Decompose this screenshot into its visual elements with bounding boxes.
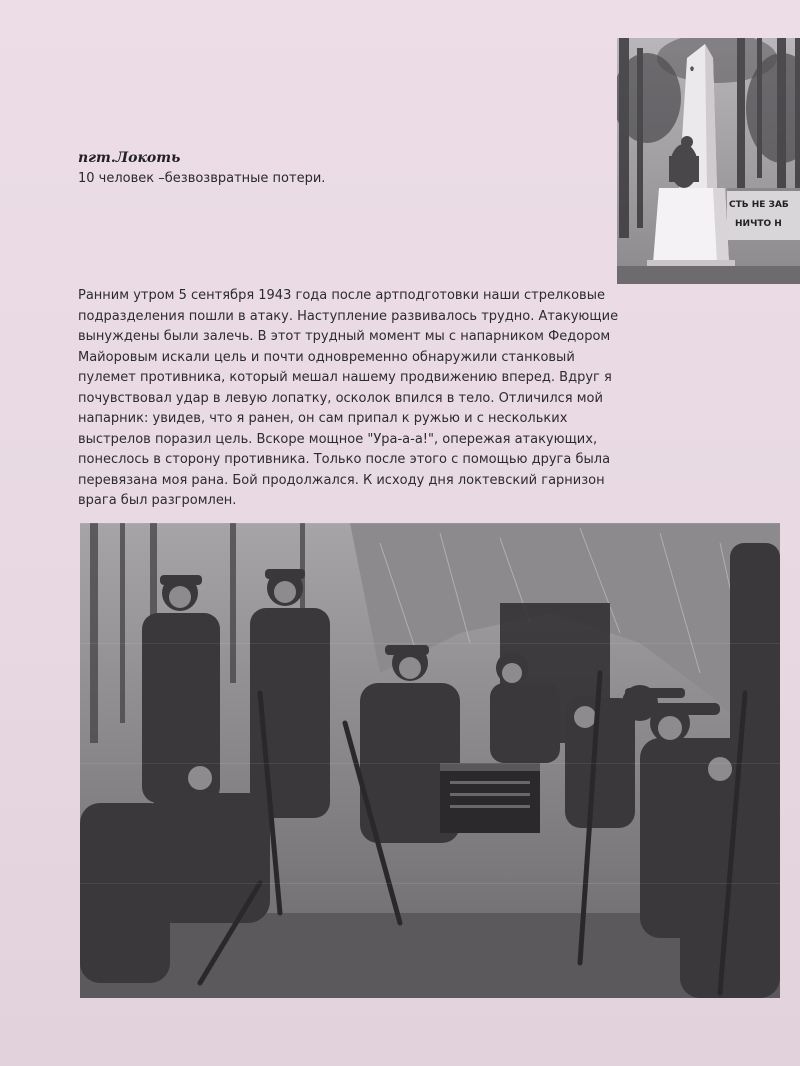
story-line: Майоровым искали цель и почти одновременно обнаружили станковый — [78, 349, 575, 365]
story-line: выстрелов поразил цель. Вскоре мощное "Ура-а-а!", опережая атакующих, — [78, 431, 598, 447]
story-line: понеслось в сторону противника. Только после этого с помощью друга была — [78, 452, 611, 467]
story-line: напарник: увидев, что я ранен, он сам припал к ружью и с нескольких — [78, 411, 568, 426]
memorial-inscription-line1: СТЬ НЕ ЗАБ — [729, 200, 789, 210]
story-line: пулемет противника, который мешал нашему продвижению вперед. Вдруг я — [78, 370, 612, 385]
partisans-group-photo — [80, 523, 780, 998]
location-title: пгт.Локоть — [78, 150, 181, 166]
story-paragraph — [78, 286, 618, 512]
story-line: Ранним утром 5 сентября 1943 года после артподготовки наши стрелковые — [78, 288, 605, 303]
story-line: перевязана моя рана. Бой продолжался. К исходу дня локтевский гарнизон — [78, 472, 605, 488]
losses-text: 10 человек –безвозвратные потери. — [78, 171, 326, 186]
memorial-photo — [617, 38, 800, 284]
memorial-inscription-line2: НИЧТО Н — [735, 219, 782, 229]
story-line: вынуждены были залечь. В этот трудный момент мы с напарником Федором — [78, 329, 611, 344]
story-line: подразделения пошли в атаку. Наступление развивалось трудно. Атакующие — [78, 308, 619, 324]
story-line: врага был разгромлен. — [78, 493, 237, 508]
story-line: почувствовал удар в левую лопатку, осколок впился в тело. Отличился мой — [78, 390, 603, 406]
